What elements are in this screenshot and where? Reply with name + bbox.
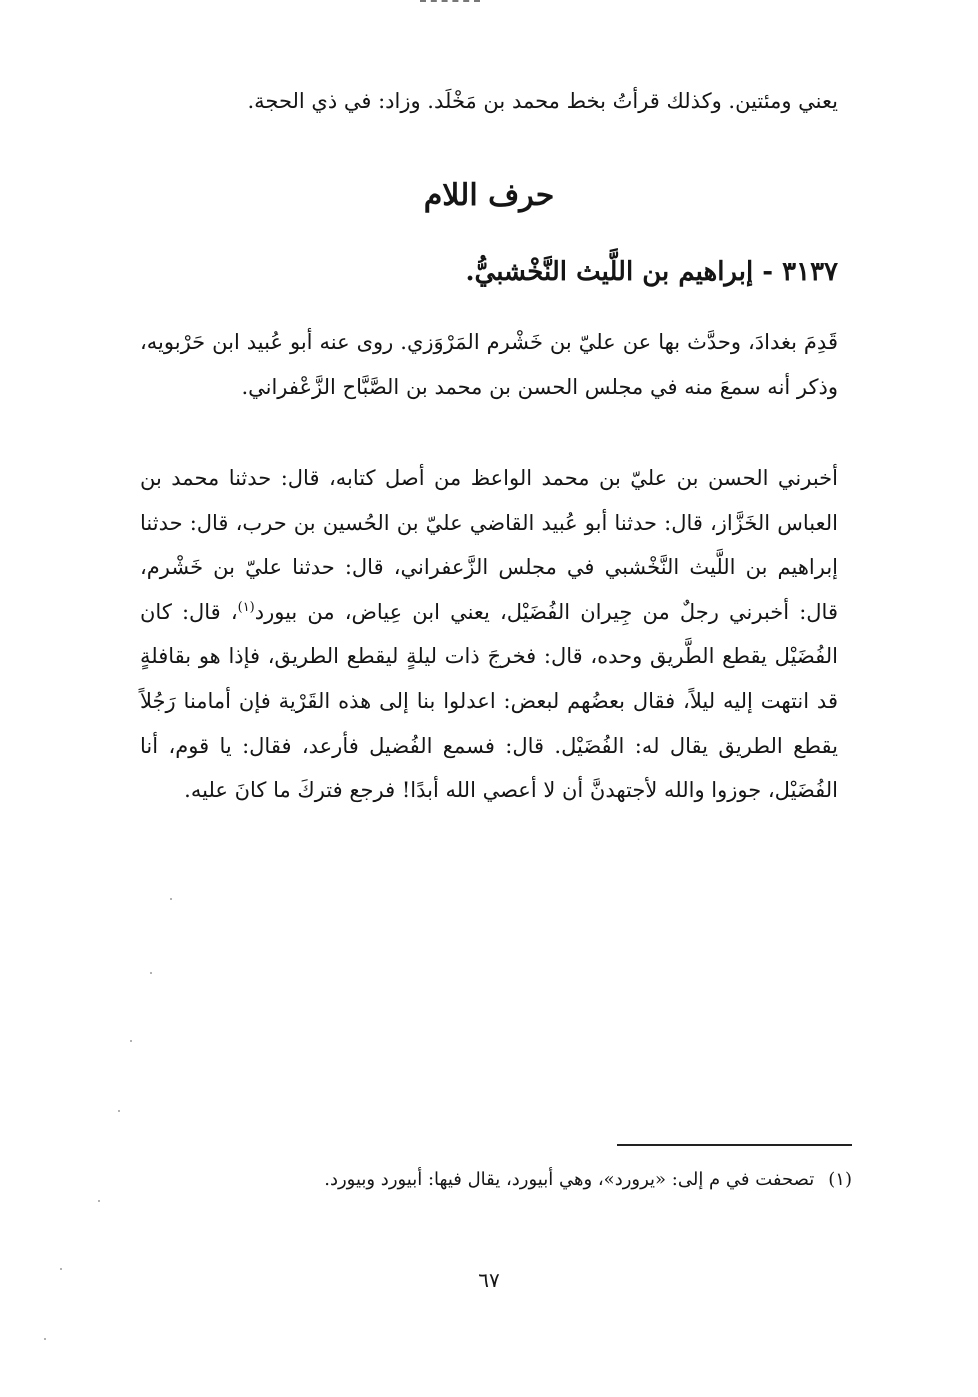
- chapter-heading: حرف اللام: [423, 178, 555, 213]
- footnote: [140, 1164, 852, 1196]
- footnote-number: (١): [828, 1169, 852, 1190]
- scan-speck: [98, 1200, 100, 1202]
- scan-speck: [44, 1338, 46, 1340]
- scan-speck: [60, 1268, 62, 1270]
- continuation-line: يعني ومئتين. وكذلك قرأتُ بخط محمد بن مَخْلَد. وزاد: في ذي الحجة.: [247, 89, 838, 113]
- scan-speck: [170, 898, 172, 900]
- entry-title: [140, 250, 838, 294]
- scan-speck: [150, 972, 152, 974]
- entry-separator: -: [753, 257, 783, 287]
- footnote-text: تصحفت في م إلى: «يرورد»، وهي أبيورد، يقال فيها: أبيورد وبيورد.: [324, 1169, 815, 1190]
- entry-name: إبراهيم بن اللَّيث النَّخْشبيُّ.: [465, 257, 754, 287]
- page-number: ٦٧: [478, 1268, 500, 1292]
- scan-mark: [420, 0, 480, 4]
- footnote-divider: [617, 1144, 852, 1146]
- narration-paragraph: [140, 456, 838, 813]
- scan-speck: [130, 1040, 132, 1042]
- entry-number: ٣١٣٧: [782, 257, 838, 287]
- footnote-reference: (١): [237, 599, 255, 615]
- biography-paragraph: قَدِمَ بغدادَ، وحدَّث بها عن عليّ بن خَشْرم المَرْوَزي. روى عنه أبو عُبيد ابن حَرْبويه، وذكر أنه سمعَ منه في مجلس الحسن بن محمد بن الصَّبَّاح الزَّعْفراني.: [140, 330, 838, 399]
- narration-text-end: ، قال: كان الفُضَيْل يقطع الطَّريق وحده، قال: فخرجَ ذات ليلةٍ ليقطع الطريق، فإذا هو بقافلةٍ قد انتهت إليه ليلاً، فقال بعضُهم لبعض: اعدلوا بنا إلى هذه القَرْية فإن أمامنا رَجُلاً يقطع الطريق يقال له: الفُضَيْل. قال: فسمع الفُضيل فأرعد، فقال: يا قوم، أنا الفُضَيْل، جوزوا والله لأجتهدنَّ أن لا أعصي الله أبدًا! فرجع فتركَ ما كانَ عليه.: [140, 599, 838, 803]
- narration-text-start: أخبرني الحسن بن عليّ بن محمد الواعظ من أصل كتابه، قال: حدثنا محمد بن العباس الخَزَّاز، قال: حدثنا أبو عُبيد القاضي عليّ بن الحُسين بن حرب، قال: حدثنا إبراهيم بن اللَّيث النَّخْشبي في مجلس الزَّعفراني، قال: حدثنا عليّ بن خَشْرم، قال: أخبرني رجلٌ من جِيران الفُضَيْل، يعني ابن عِياض، من بيورد: [140, 466, 838, 624]
- scan-speck: [118, 1110, 120, 1112]
